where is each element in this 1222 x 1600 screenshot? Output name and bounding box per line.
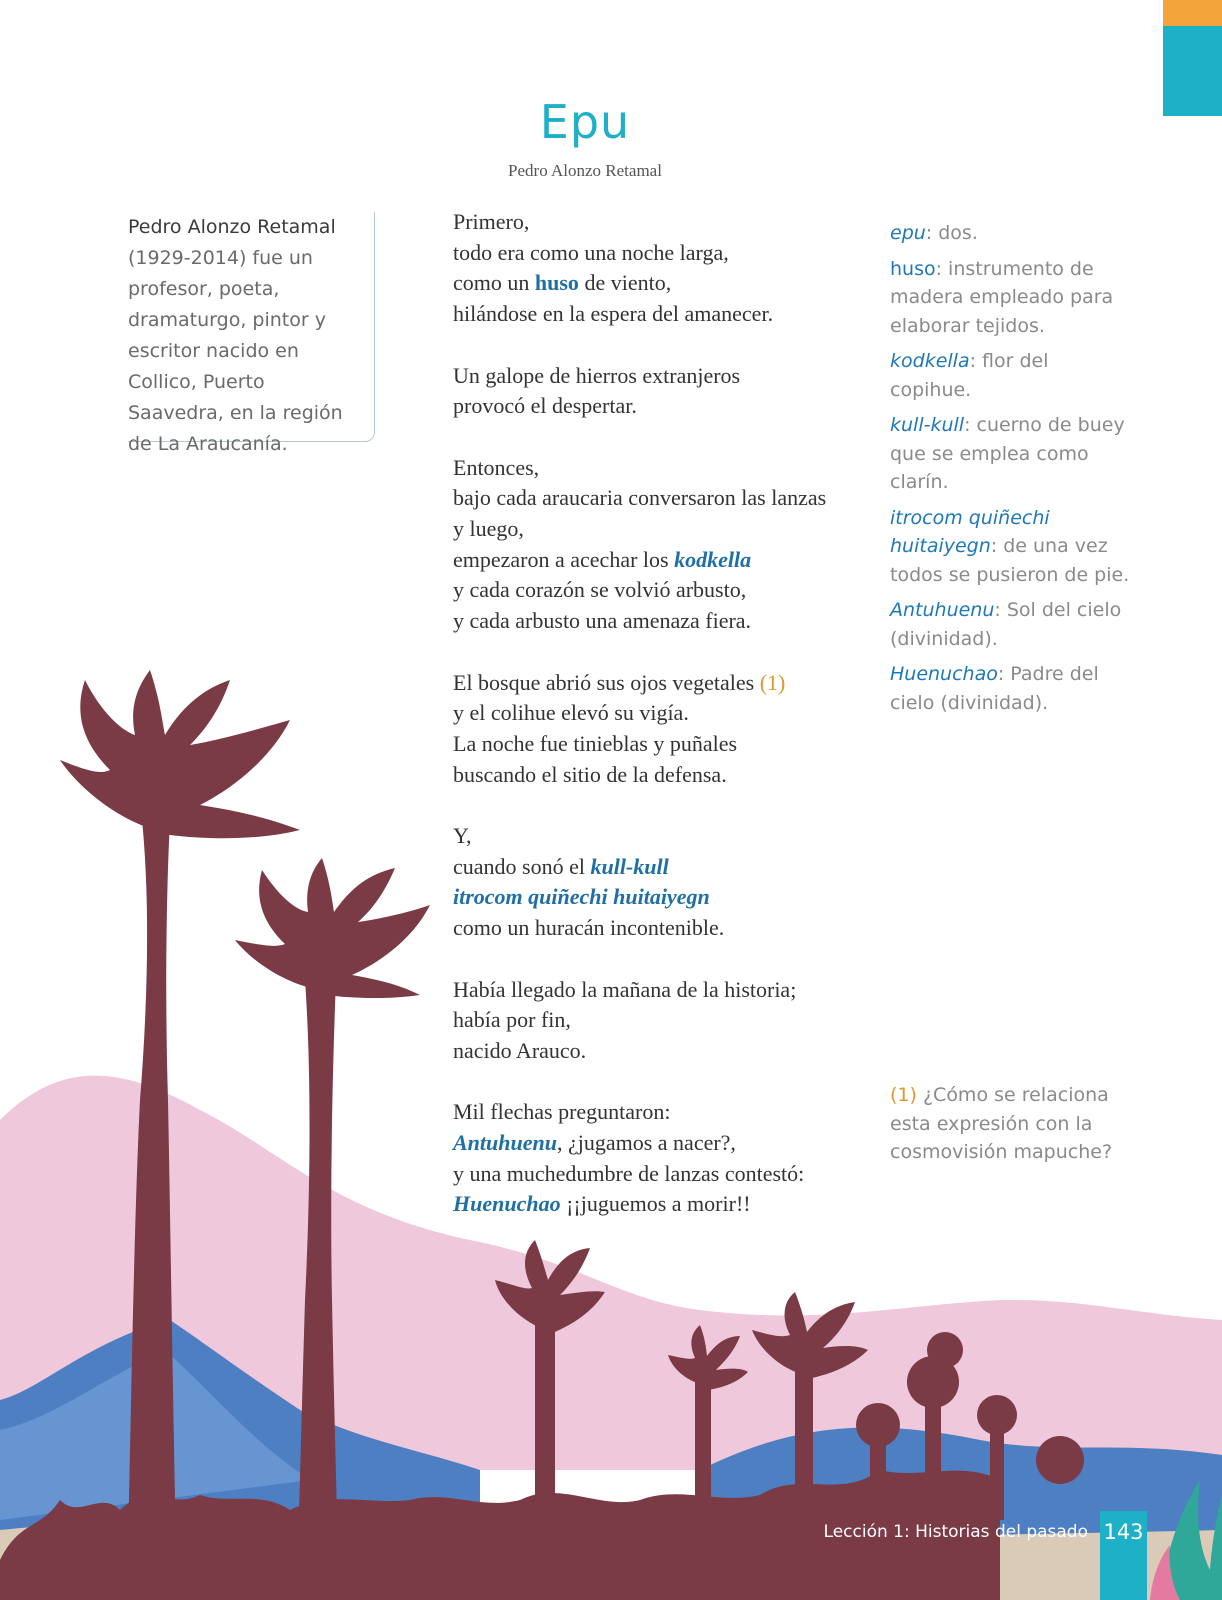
stanza-6 <box>453 975 873 1067</box>
poem-line: buscando el sitio de la defensa. <box>453 761 727 787</box>
poem-line: Primero, <box>453 209 530 234</box>
stanza-5 <box>453 821 873 944</box>
poem-line: Y, <box>453 823 472 848</box>
lesson-footer: Lección 1: Historias del pasado <box>823 1522 1088 1542</box>
glossary-term: itrocom quiñechi huitaiyegn <box>890 506 1050 557</box>
poem-line: empezaron a acechar los kodkella <box>453 546 752 572</box>
glossary-term: Antuhuenu <box>890 599 995 621</box>
glossary-def: : Sol del cielo (divinidad). <box>890 599 1122 650</box>
glossary-def: : cuerno de buey que se emplea como clarín. <box>890 414 1125 493</box>
poem-line: La noche fue tinieblas y puñales <box>453 730 738 756</box>
poem-line: bajo cada araucaria conversaron las lanzas <box>453 485 827 511</box>
bio-name: Pedro Alonzo Retamal <box>128 216 336 238</box>
glossary-def: : flor del copihue. <box>890 350 1049 401</box>
glossary-term: kodkella <box>890 350 970 372</box>
glossary-term: epu <box>890 222 926 244</box>
corner-tab-orange <box>1163 0 1222 26</box>
poem-line: y cada corazón se volvió arbusto, <box>453 577 747 603</box>
glossary-term: kull-kull <box>890 414 965 436</box>
poem-line: y luego, <box>453 516 524 541</box>
stanza-7 <box>453 1097 873 1220</box>
footnote-question <box>890 1081 1130 1167</box>
poem-line: había por fin, <box>453 1007 571 1033</box>
tree-crown-1 <box>60 670 300 838</box>
keyword-antuhuenu: Antuhuenu <box>453 1130 557 1155</box>
poem-title: Epu <box>539 95 631 149</box>
keyword-huso: huso <box>534 270 579 296</box>
page-number: 143 <box>1100 1511 1147 1600</box>
stanza-2 <box>453 361 873 422</box>
keyword-kodkella: kodkella <box>674 546 752 572</box>
poem-line: Huenuchao ¡¡juguemos a morir!! <box>453 1191 751 1217</box>
poem-author: Pedro Alonzo Retamal <box>508 161 662 180</box>
bio-text: (1929-2014) fue un profesor, poeta, dramaturgo, pintor y escritor nacido en Collico, Puerto Saavedra, en la región de La Araucanía. <box>128 247 343 455</box>
poem-body <box>453 207 873 1251</box>
poem-line: hilándose en la espera del amanecer. <box>453 301 774 327</box>
glossary-item <box>890 219 1130 248</box>
glossary-item <box>890 504 1130 590</box>
poem-line: Mil flechas preguntaron: <box>453 1099 671 1125</box>
glossary-item <box>890 347 1130 404</box>
author-bio-box <box>128 212 375 455</box>
poem-line: Un galope de hierros extranjeros <box>453 362 741 388</box>
glossary-def: : Padre del cielo (divinidad). <box>890 663 1099 714</box>
glossary-item <box>890 411 1130 497</box>
poem-line: Había llegado la mañana de la historia; <box>453 976 797 1002</box>
glossary-item <box>890 660 1130 717</box>
keyword-itrocom: itrocom quiñechi huitaiyegn <box>453 884 710 910</box>
stanza-4 <box>453 668 873 791</box>
poem-line: provocó el despertar. <box>453 393 637 419</box>
glossary-term: huso <box>890 257 936 280</box>
footnote-ref: (1) <box>759 669 786 695</box>
poem-line: cuando sonó el kull-kull <box>453 853 669 879</box>
poem-line: y el colihue elevó su vigía. <box>453 700 689 726</box>
footnote-number: (1) <box>890 1084 917 1106</box>
keyword-huenuchao: Huenuchao <box>453 1191 561 1217</box>
glossary-item <box>890 255 1130 341</box>
poem-line: El bosque abrió sus ojos vegetales (1) <box>453 669 786 695</box>
poem-line: como un huso de viento, <box>453 270 672 296</box>
glossary <box>890 219 1130 724</box>
poem-line: nacido Arauco. <box>453 1037 587 1063</box>
poem-line: como un huracán incontenible. <box>453 915 725 941</box>
glossary-item <box>890 596 1130 653</box>
glossary-def: : de una vez todos se pusieron de pie. <box>890 535 1130 586</box>
poem-line: y una muchedumbre de lanzas contestó: <box>453 1160 805 1186</box>
poem-line: Antuhuenu, ¿jugamos a nacer?, <box>453 1130 736 1155</box>
poem-line: todo era como una noche larga, <box>453 239 729 265</box>
glossary-term: Huenuchao <box>890 663 998 685</box>
glossary-def: : dos. <box>925 222 978 244</box>
stanza-3 <box>453 453 873 637</box>
tree-crown-2 <box>235 858 430 998</box>
glossary-def: : instrumento de madera empleado para elaborar tejidos. <box>890 257 1114 337</box>
poem-line: y cada arbusto una amenaza fiera. <box>453 608 752 634</box>
stanza-1 <box>453 207 873 330</box>
keyword-kull-kull: kull-kull <box>590 853 669 879</box>
footnote-text: ¿Cómo se relaciona esta expresión con la cosmovisión mapuche? <box>890 1084 1113 1163</box>
corner-tab-teal <box>1163 26 1222 116</box>
poem-line: Entonces, <box>453 454 540 480</box>
